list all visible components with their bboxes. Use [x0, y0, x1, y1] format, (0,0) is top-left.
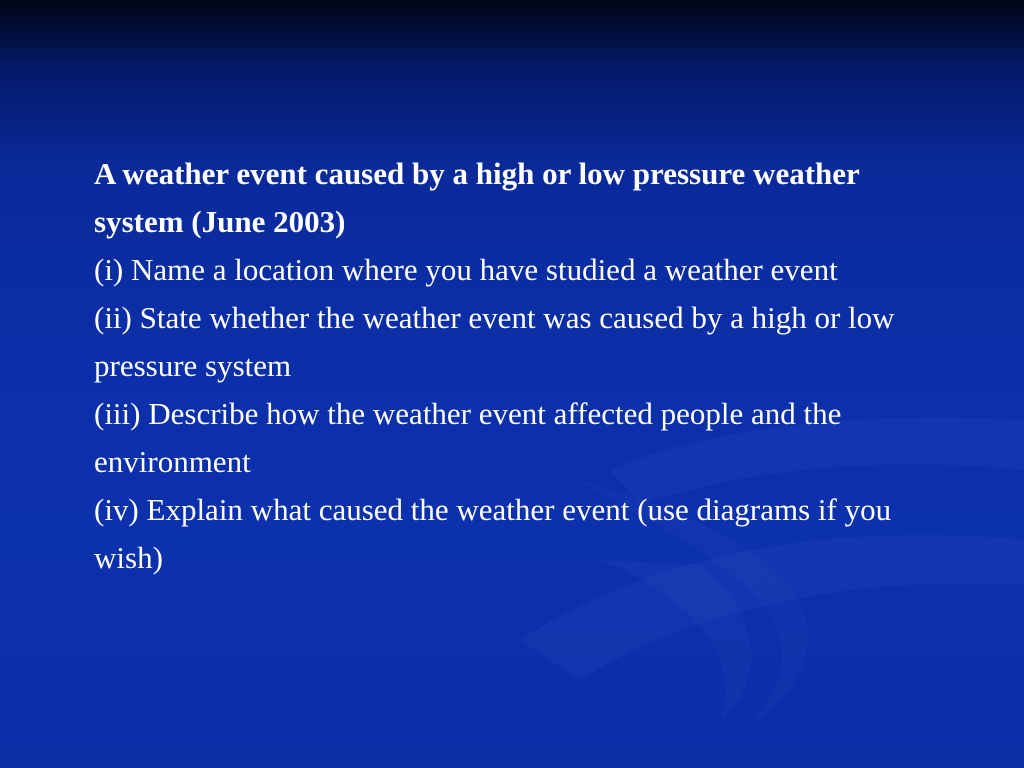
question-item-iii: (iii) Describe how the weather event affected people and the environment [94, 396, 842, 479]
slide-heading: A weather event caused by a high or low pressure weather system (June 2003) [94, 156, 860, 239]
slide-body [94, 150, 904, 582]
question-item-i: (i) Name a location where you have studied a weather event [94, 252, 838, 287]
question-item-iv: (iv) Explain what caused the weather event (use diagrams if you wish) [94, 492, 892, 575]
question-item-ii: (ii) State whether the weather event was caused by a high or low pressure system [94, 300, 895, 383]
